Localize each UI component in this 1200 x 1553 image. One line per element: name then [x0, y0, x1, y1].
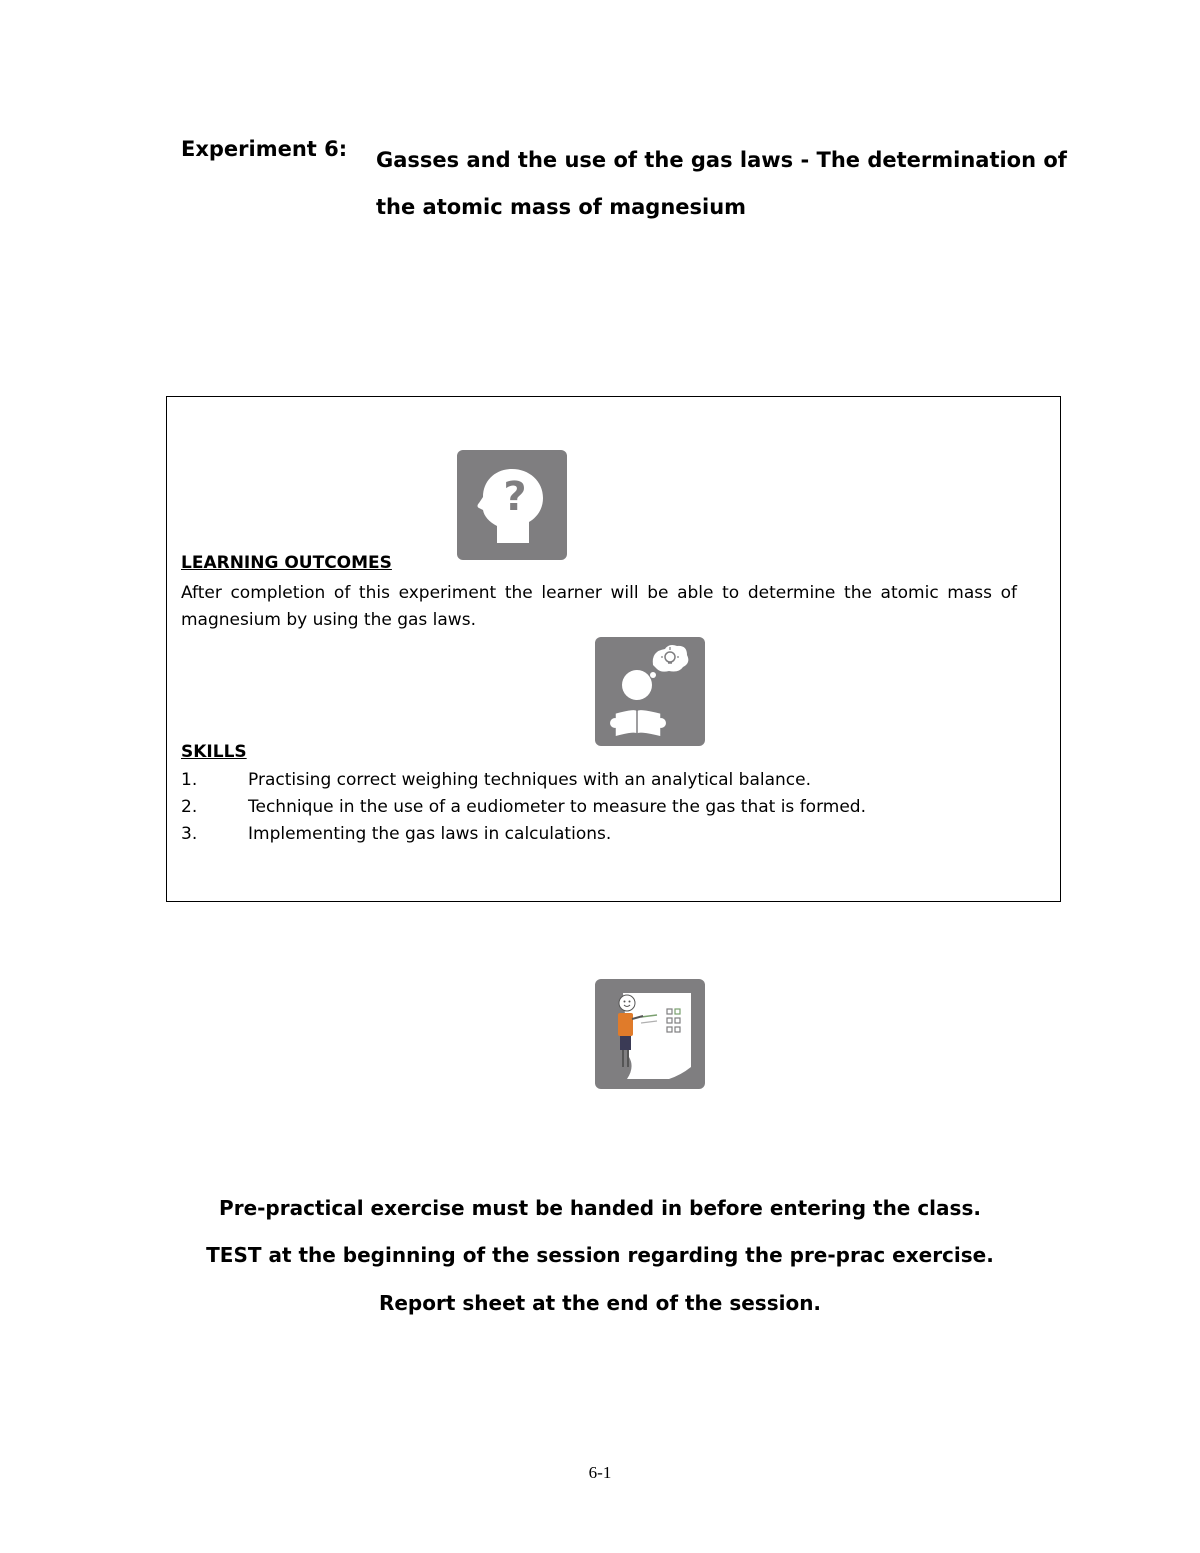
person-checklist-icon	[595, 979, 705, 1089]
experiment-title	[376, 137, 1067, 231]
report-sheet-notice: Report sheet at the end of the session.	[378, 1291, 822, 1315]
test-notice: TEST at the beginning of the session regarding the pre-prac exercise.	[206, 1243, 994, 1267]
reader-idea-icon	[595, 637, 705, 746]
skills-item-number: 3.	[181, 824, 198, 844]
skills-item-text: Technique in the use of a eudiometer to measure the gas that is formed.	[248, 797, 866, 817]
page-number: 6-1	[588, 1463, 612, 1482]
learning-outcomes-heading: LEARNING OUTCOMES	[181, 553, 392, 573]
skills-item-text: Implementing the gas laws in calculations.	[248, 824, 612, 844]
head-question-icon	[457, 450, 567, 560]
svg-text:?: ?	[503, 474, 527, 520]
experiment-label: Experiment 6:	[181, 137, 348, 161]
skills-item-number: 1.	[181, 770, 198, 790]
skills-item	[181, 794, 866, 821]
pre-practical-notice: Pre-practical exercise must be handed in before entering the class.	[219, 1196, 981, 1220]
skills-item-text: Practising correct weighing techniques with an analytical balance.	[248, 770, 812, 790]
skills-item-number: 2.	[181, 797, 198, 817]
learning-outcomes-text: After completion of this experiment the learner will be able to determine the atomic mass of magnesium by using the gas laws.	[181, 583, 1017, 630]
experiment-title-line-2: the atomic mass of magnesium	[376, 195, 747, 219]
skills-item	[181, 821, 866, 848]
skills-item	[181, 767, 866, 794]
experiment-title-line-1: Gasses and the use of the gas laws - The determination of	[376, 148, 1067, 172]
skills-heading: SKILLS	[181, 742, 247, 762]
skills-list	[181, 767, 866, 848]
